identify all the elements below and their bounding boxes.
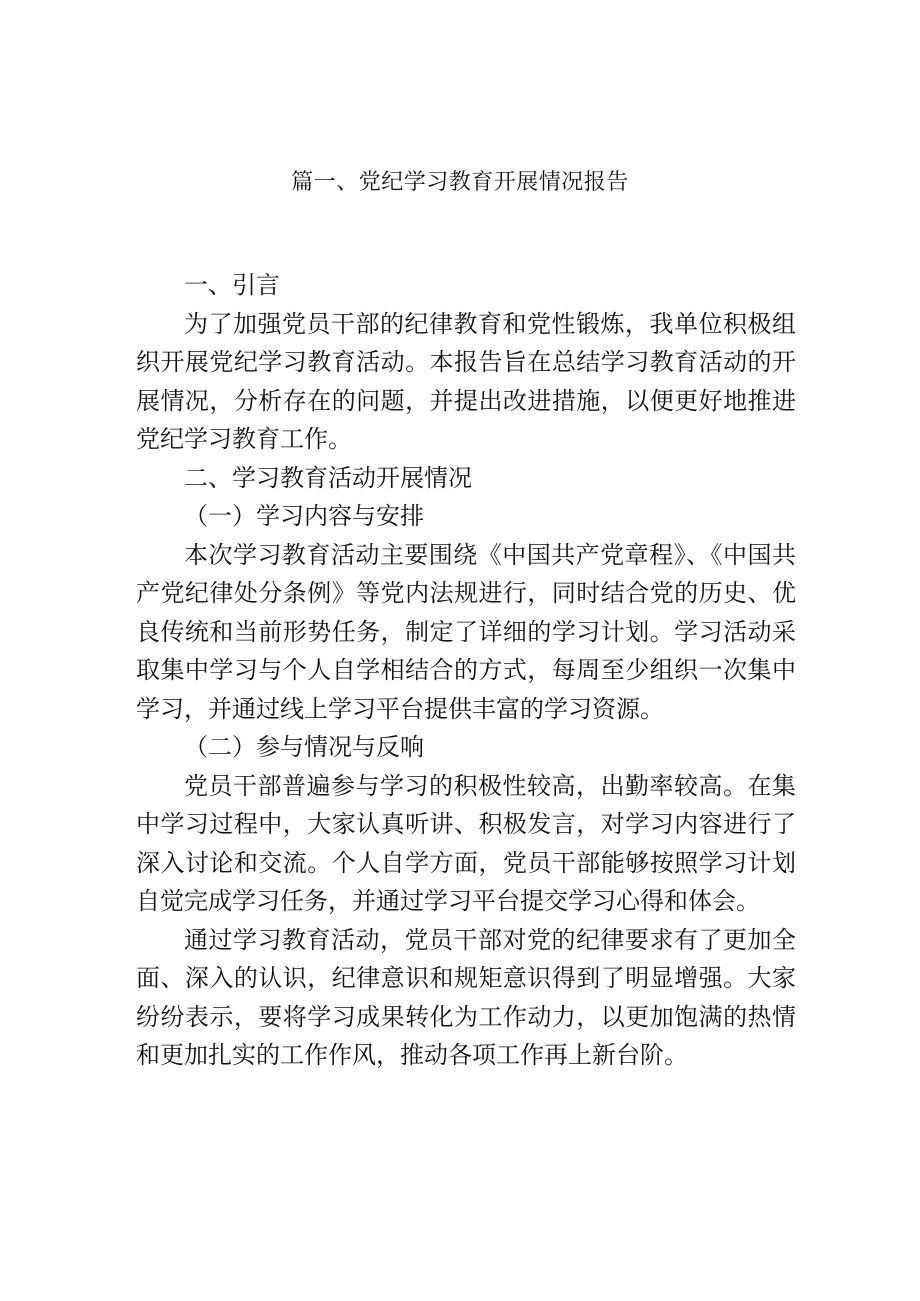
section-heading-introduction: 一、引言: [184, 271, 280, 299]
paragraph-outcomes: 通过学习教育活动，党员干部对党的纪律要求有了更加全面、深入的认识，纪律意识和规矩意识得到了明显增强。大家纷纷表示，要将学习成果转化为工作动力，以更加饱满的热情和更加扎实的工作作风，推动各项工作再上新台阶。: [136, 925, 796, 1069]
paragraph-introduction: 为了加强党员干部的纪律教育和党性锻炼，我单位积极组织开展党纪学习教育活动。本报告旨在总结学习教育活动的开展情况，分析存在的问题，并提出改进措施，以便更好地推进党纪学习教育工作。: [136, 309, 796, 453]
section-heading-activities: 二、学习教育活动开展情况: [184, 463, 472, 492]
paragraph-content-arrangement: 本次学习教育活动主要围绕《中国共产党章程》、《中国共产党纪律处分条例》等党内法规进行，同时结合党的历史、优良传统和当前形势任务，制定了详细的学习计划。学习活动采取集中学习与个人自学相结合的方式，每周至少组织一次集中学习，并通过线上学习平台提供丰富的学习资源。: [136, 540, 796, 723]
subheading-participation: （二）参与情况与反响: [184, 733, 424, 761]
subheading-content-arrangement: （一）学习内容与安排: [184, 502, 424, 530]
document-body: [136, 266, 796, 1075]
paragraph-participation: 党员干部普遍参与学习的积极性较高，出勤率较高。在集中学习过程中，大家认真听讲、积极发言，对学习内容进行了深入讨论和交流。个人自学方面，党员干部能够按照学习计划自觉完成学习任务，并通过学习平台提交学习心得和体会。: [136, 771, 796, 915]
document-title: 篇一、党纪学习教育开展情况报告: [291, 170, 629, 195]
